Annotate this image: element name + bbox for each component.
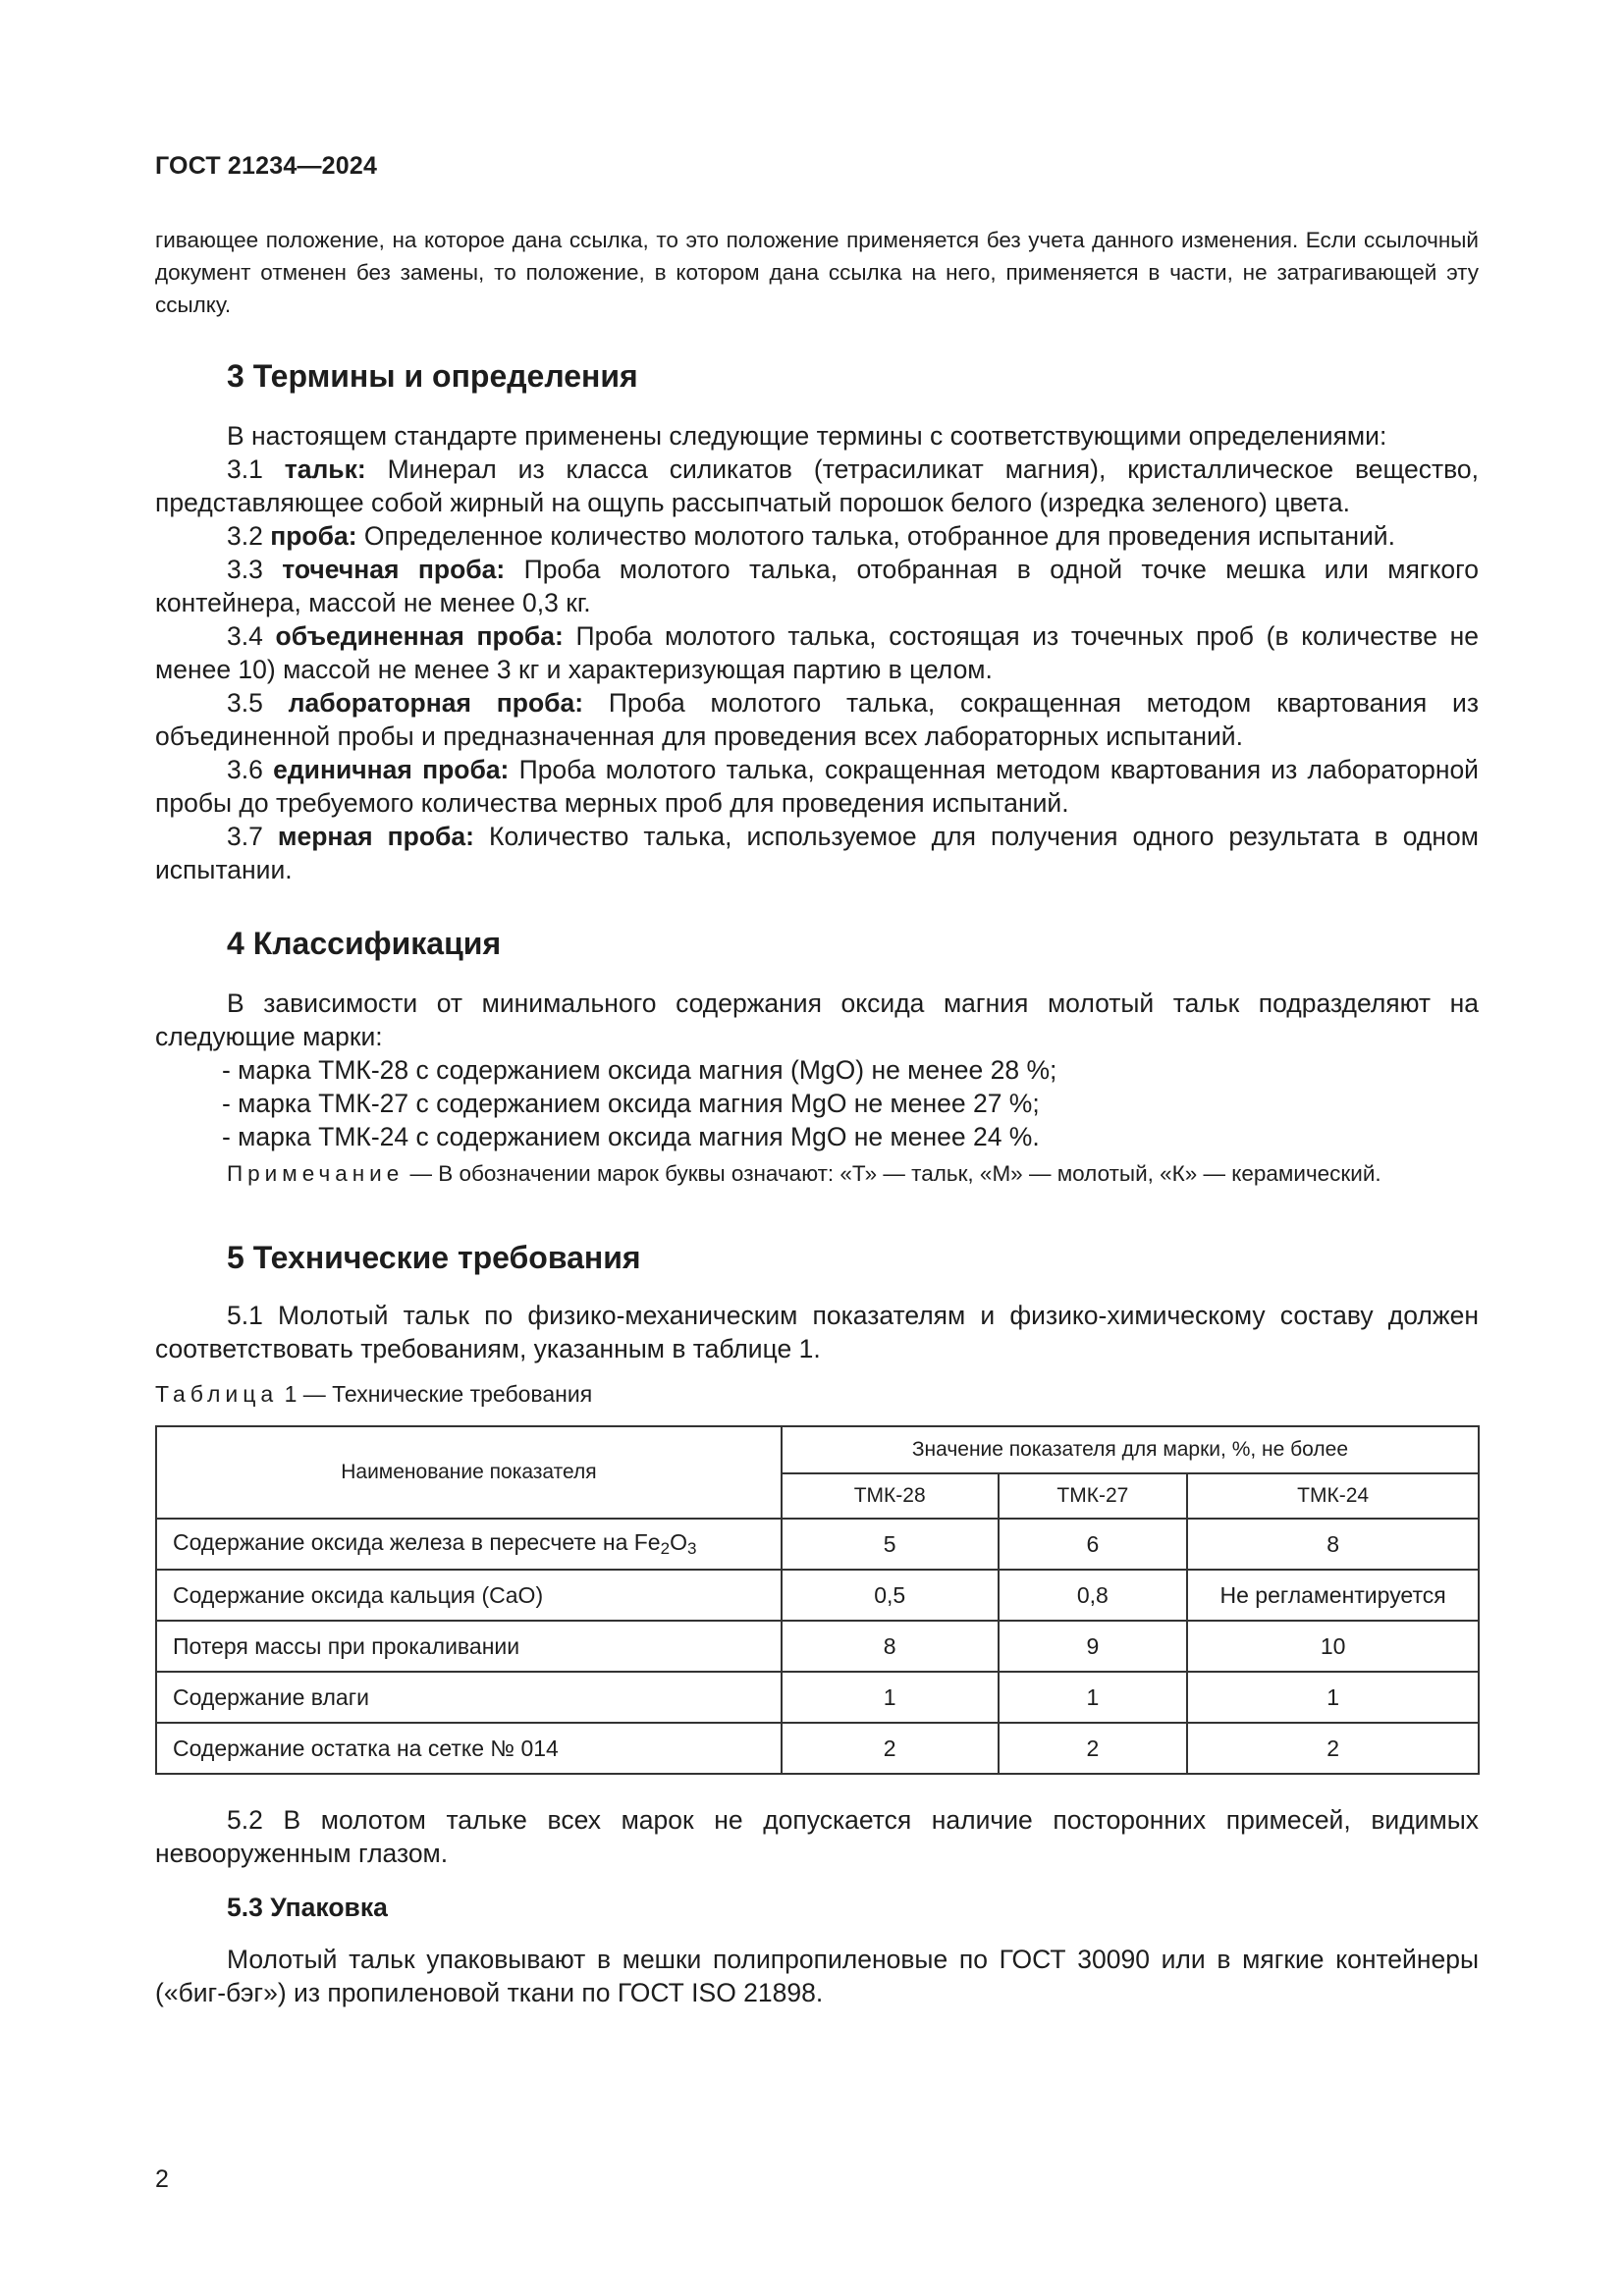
section-4-intro [155,987,1479,1053]
table-row [156,1570,1479,1621]
section-4-intro-text: В зависимости от минимального содержания оксида магния молотый тальк подразделяют на следующие марки: [155,988,1479,1051]
note-text: — В обозначении марок буквы означают: «Т» — тальк, «М» — молотый, «К» — керамический. [404,1161,1381,1186]
list-item: - марка ТМК-24 с содержанием оксида магния MgO не менее 24 %. [222,1122,1040,1151]
section-5-2 [155,1803,1479,1870]
table-caption [155,1381,592,1408]
section-3-intro: В настоящем стандарте применены следующие термины с соответствующими определениями: [227,421,1387,451]
table-row [156,1672,1479,1723]
term-3-4: 3.4 объединенная проба: Проба молотого талька, состоящая из точечных проб (в количестве не менее 10) массой не менее 3 кг и характеризующая партию в целом. [155,621,1480,684]
term-3-7: 3.7 мерная проба: Количество талька, используемое для получения одного результата в одном испытании. [155,822,1479,884]
cell-value: 5 [782,1519,999,1570]
section-5-title: 5 Технические требования [227,1240,641,1275]
term-3-5: 3.5 лабораторная проба: Проба молотого талька, сокращенная методом квартования из объединенной пробы и предназначенная для проведения всех лабораторных испытаний. [155,688,1479,751]
technical-requirements-table [155,1425,1480,1775]
paragraph-5-1: 5.1 Молотый тальк по физико-механическим показателям и физико-химическому составу должен соответствовать требованиям, указанным в таблице 1. [155,1301,1479,1363]
table-caption-text: 1 — Технические требования [278,1381,593,1407]
table-caption-label: Таблица [155,1381,279,1407]
row-name: Потеря массы при прокаливании [156,1621,782,1672]
grade-list [222,1053,1056,1153]
paragraph-5-2: 5.2 В молотом тальке всех марок не допускается наличие посторонних примесей, видимых невооруженным глазом. [155,1805,1479,1868]
term-3-2: 3.2 проба: Определенное количество молотого талька, отобранное для проведения испытаний. [227,521,1395,551]
continuation-paragraph: гивающее положение, на которое дана ссылка, то это положение применяется без учета данного изменения. Если ссылочный документ отменен без замены, то положение, в котором дана ссылка на него, применяется в части, не затрагивающей эту ссылку. [155,228,1479,317]
section-4-title: 4 Классификация [227,926,502,961]
table-row [156,1519,1479,1570]
cell-value: Не регламентируется [1187,1570,1479,1621]
cell-value: 10 [1187,1621,1479,1672]
section-3-title: 3 Термины и определения [227,358,638,394]
cell-value: 2 [1187,1723,1479,1774]
cell-value: 6 [999,1519,1188,1570]
column-header-grade: ТМК-28 [782,1473,999,1519]
section-5-3 [155,1943,1479,2009]
column-header-grade: ТМК-27 [999,1473,1188,1519]
row-name: Содержание оксида кальция (CaO) [156,1570,782,1621]
cell-value: 0,8 [999,1570,1188,1621]
column-header-name: Наименование показателя [156,1426,782,1519]
table-row [156,1621,1479,1672]
classification-note [227,1161,1381,1187]
list-item: - марка ТМК-28 с содержанием оксида магния (MgO) не менее 28 %; [222,1055,1057,1085]
row-name: Содержание остатка на сетке № 014 [156,1723,782,1774]
term-3-1: 3.1 тальк: Минерал из класса силикатов (тетрасиликат магния), кристаллическое вещество, представляющее собой жирный на ощупь рассыпчатый порошок белого (изредка зеленого) цвета. [155,454,1479,517]
paragraph-5-3: Молотый тальк упаковывают в мешки полипропиленовые по ГОСТ 30090 или в мягкие контейнеры («биг-бэг») из пропиленовой ткани по ГОСТ ISO 21898. [155,1945,1479,2007]
term-3-3: 3.3 точечная проба: Проба молотого талька, отобранная в одной точке мешка или мягкого контейнера, массой не менее 0,3 кг. [155,555,1479,617]
list-item: - марка ТМК-27 с содержанием оксида магния MgO не менее 27 %; [222,1089,1040,1118]
cell-value: 2 [999,1723,1188,1774]
row-name: Содержание оксида железа в пересчете на $Fe_2O_3$ [156,1519,782,1570]
column-header-grade: ТМК-24 [1187,1473,1479,1519]
cell-value: 1 [1187,1672,1479,1723]
table-row [156,1723,1479,1774]
cell-value: 2 [782,1723,999,1774]
cell-value: 1 [999,1672,1188,1723]
page-number: 2 [155,2165,169,2193]
section-5-1 [155,1299,1479,1365]
cell-value: 1 [782,1672,999,1723]
cell-value: 8 [1187,1519,1479,1570]
document-header: ГОСТ 21234—2024 [155,152,378,180]
cell-value: 9 [999,1621,1188,1672]
row-name: Содержание влаги [156,1672,782,1723]
term-3-6: 3.6 единичная проба: Проба молотого талька, сокращенная методом квартования из лабораторной пробы до требуемого количества мерных проб для проведения испытаний. [155,755,1479,818]
note-label: Примечание [227,1161,405,1186]
cell-value: 0,5 [782,1570,999,1621]
column-header-group: Значение показателя для марки, %, не более [782,1426,1479,1473]
subsection-5-3-title: 5.3 Упаковка [227,1893,388,1922]
cell-value: 8 [782,1621,999,1672]
section-3-body [155,419,1479,886]
